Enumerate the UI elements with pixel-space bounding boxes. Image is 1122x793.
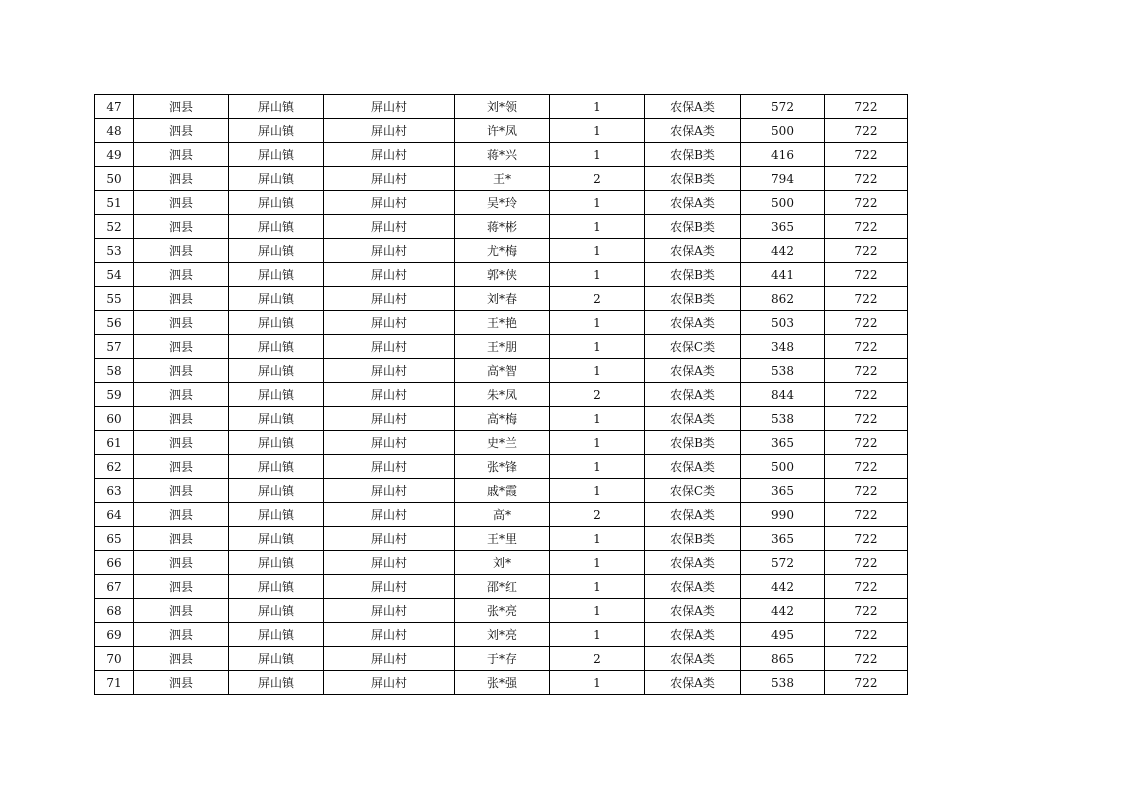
table-row [95, 359, 908, 383]
cell-village: 屏山村 [324, 575, 455, 599]
cell-standard: 722 [825, 215, 908, 239]
cell-insurance-category: 农保A类 [645, 455, 741, 479]
cell-household-size: 1 [550, 623, 645, 647]
cell-row-number: 69 [95, 623, 134, 647]
cell-name: 吴*玲 [455, 191, 550, 215]
cell-amount: 572 [741, 95, 825, 119]
cell-village: 屏山村 [324, 95, 455, 119]
cell-amount: 442 [741, 599, 825, 623]
cell-village: 屏山村 [324, 599, 455, 623]
cell-amount: 862 [741, 287, 825, 311]
cell-standard: 722 [825, 455, 908, 479]
cell-row-number: 57 [95, 335, 134, 359]
cell-household-size: 1 [550, 95, 645, 119]
cell-amount: 365 [741, 431, 825, 455]
cell-insurance-category: 农保A类 [645, 623, 741, 647]
cell-county: 泗县 [134, 431, 229, 455]
cell-village: 屏山村 [324, 191, 455, 215]
cell-amount: 500 [741, 191, 825, 215]
cell-name: 郭*侠 [455, 263, 550, 287]
cell-insurance-category: 农保B类 [645, 287, 741, 311]
cell-row-number: 60 [95, 407, 134, 431]
cell-standard: 722 [825, 503, 908, 527]
cell-standard: 722 [825, 167, 908, 191]
cell-town: 屏山镇 [229, 623, 324, 647]
cell-town: 屏山镇 [229, 215, 324, 239]
cell-household-size: 1 [550, 215, 645, 239]
cell-standard: 722 [825, 527, 908, 551]
cell-town: 屏山镇 [229, 479, 324, 503]
cell-village: 屏山村 [324, 455, 455, 479]
cell-town: 屏山镇 [229, 671, 324, 695]
cell-town: 屏山镇 [229, 527, 324, 551]
cell-village: 屏山村 [324, 215, 455, 239]
cell-standard: 722 [825, 575, 908, 599]
cell-household-size: 1 [550, 431, 645, 455]
cell-town: 屏山镇 [229, 359, 324, 383]
cell-row-number: 47 [95, 95, 134, 119]
cell-row-number: 59 [95, 383, 134, 407]
cell-amount: 500 [741, 455, 825, 479]
cell-village: 屏山村 [324, 431, 455, 455]
cell-village: 屏山村 [324, 239, 455, 263]
cell-standard: 722 [825, 335, 908, 359]
data-table [94, 94, 908, 695]
cell-village: 屏山村 [324, 407, 455, 431]
cell-insurance-category: 农保A类 [645, 359, 741, 383]
cell-amount: 500 [741, 119, 825, 143]
cell-household-size: 1 [550, 143, 645, 167]
cell-village: 屏山村 [324, 263, 455, 287]
table-row [95, 551, 908, 575]
cell-county: 泗县 [134, 383, 229, 407]
cell-county: 泗县 [134, 119, 229, 143]
table-row [95, 143, 908, 167]
cell-name: 刘*亮 [455, 623, 550, 647]
cell-name: 张*强 [455, 671, 550, 695]
cell-name: 史*兰 [455, 431, 550, 455]
cell-amount: 538 [741, 359, 825, 383]
cell-amount: 538 [741, 407, 825, 431]
cell-row-number: 53 [95, 239, 134, 263]
cell-insurance-category: 农保A类 [645, 191, 741, 215]
cell-amount: 794 [741, 167, 825, 191]
cell-standard: 722 [825, 95, 908, 119]
cell-standard: 722 [825, 599, 908, 623]
cell-amount: 442 [741, 575, 825, 599]
cell-county: 泗县 [134, 335, 229, 359]
cell-row-number: 51 [95, 191, 134, 215]
cell-household-size: 1 [550, 551, 645, 575]
cell-county: 泗县 [134, 191, 229, 215]
cell-village: 屏山村 [324, 383, 455, 407]
cell-name: 张*亮 [455, 599, 550, 623]
cell-town: 屏山镇 [229, 431, 324, 455]
table-row [95, 263, 908, 287]
cell-village: 屏山村 [324, 119, 455, 143]
cell-row-number: 64 [95, 503, 134, 527]
cell-amount: 572 [741, 551, 825, 575]
cell-standard: 722 [825, 191, 908, 215]
cell-insurance-category: 农保C类 [645, 479, 741, 503]
table-row [95, 311, 908, 335]
cell-amount: 844 [741, 383, 825, 407]
cell-household-size: 2 [550, 167, 645, 191]
cell-town: 屏山镇 [229, 455, 324, 479]
cell-county: 泗县 [134, 407, 229, 431]
cell-household-size: 2 [550, 287, 645, 311]
cell-household-size: 2 [550, 647, 645, 671]
cell-row-number: 54 [95, 263, 134, 287]
table-row [95, 503, 908, 527]
cell-village: 屏山村 [324, 335, 455, 359]
cell-household-size: 1 [550, 455, 645, 479]
cell-standard: 722 [825, 551, 908, 575]
cell-county: 泗县 [134, 215, 229, 239]
cell-amount: 365 [741, 479, 825, 503]
cell-row-number: 61 [95, 431, 134, 455]
cell-row-number: 71 [95, 671, 134, 695]
cell-insurance-category: 农保A类 [645, 647, 741, 671]
cell-name: 王*里 [455, 527, 550, 551]
cell-standard: 722 [825, 383, 908, 407]
cell-household-size: 1 [550, 527, 645, 551]
cell-insurance-category: 农保A类 [645, 239, 741, 263]
cell-insurance-category: 农保A类 [645, 311, 741, 335]
cell-insurance-category: 农保A类 [645, 503, 741, 527]
cell-household-size: 1 [550, 407, 645, 431]
cell-row-number: 52 [95, 215, 134, 239]
cell-amount: 365 [741, 527, 825, 551]
cell-county: 泗县 [134, 575, 229, 599]
cell-row-number: 65 [95, 527, 134, 551]
cell-insurance-category: 农保B类 [645, 431, 741, 455]
cell-name: 蒋*兴 [455, 143, 550, 167]
cell-village: 屏山村 [324, 551, 455, 575]
cell-name: 于*存 [455, 647, 550, 671]
cell-name: 王*朋 [455, 335, 550, 359]
cell-village: 屏山村 [324, 287, 455, 311]
cell-village: 屏山村 [324, 623, 455, 647]
cell-name: 戚*霞 [455, 479, 550, 503]
cell-town: 屏山镇 [229, 191, 324, 215]
cell-row-number: 56 [95, 311, 134, 335]
cell-county: 泗县 [134, 647, 229, 671]
cell-village: 屏山村 [324, 647, 455, 671]
cell-name: 刘* [455, 551, 550, 575]
cell-standard: 722 [825, 647, 908, 671]
cell-standard: 722 [825, 671, 908, 695]
cell-county: 泗县 [134, 551, 229, 575]
cell-amount: 365 [741, 215, 825, 239]
table-row [95, 527, 908, 551]
cell-county: 泗县 [134, 455, 229, 479]
cell-name: 尤*梅 [455, 239, 550, 263]
cell-name: 邵*红 [455, 575, 550, 599]
table-row [95, 119, 908, 143]
cell-household-size: 1 [550, 191, 645, 215]
cell-town: 屏山镇 [229, 647, 324, 671]
table-row [95, 599, 908, 623]
cell-row-number: 70 [95, 647, 134, 671]
cell-town: 屏山镇 [229, 143, 324, 167]
cell-insurance-category: 农保B类 [645, 263, 741, 287]
cell-name: 王* [455, 167, 550, 191]
table-row [95, 623, 908, 647]
cell-amount: 416 [741, 143, 825, 167]
cell-row-number: 68 [95, 599, 134, 623]
table-row [95, 479, 908, 503]
cell-insurance-category: 农保C类 [645, 335, 741, 359]
cell-town: 屏山镇 [229, 599, 324, 623]
cell-standard: 722 [825, 239, 908, 263]
cell-name: 高* [455, 503, 550, 527]
cell-county: 泗县 [134, 239, 229, 263]
cell-row-number: 62 [95, 455, 134, 479]
cell-county: 泗县 [134, 287, 229, 311]
cell-standard: 722 [825, 143, 908, 167]
table-row [95, 647, 908, 671]
cell-amount: 865 [741, 647, 825, 671]
cell-household-size: 1 [550, 335, 645, 359]
cell-row-number: 63 [95, 479, 134, 503]
cell-standard: 722 [825, 623, 908, 647]
cell-village: 屏山村 [324, 503, 455, 527]
table-row [95, 407, 908, 431]
cell-standard: 722 [825, 263, 908, 287]
table-row [95, 383, 908, 407]
cell-town: 屏山镇 [229, 551, 324, 575]
table-row [95, 215, 908, 239]
cell-village: 屏山村 [324, 359, 455, 383]
cell-town: 屏山镇 [229, 335, 324, 359]
cell-standard: 722 [825, 479, 908, 503]
cell-village: 屏山村 [324, 311, 455, 335]
cell-name: 王*艳 [455, 311, 550, 335]
cell-name: 朱*凤 [455, 383, 550, 407]
cell-county: 泗县 [134, 503, 229, 527]
table-row [95, 455, 908, 479]
cell-insurance-category: 农保A类 [645, 575, 741, 599]
cell-standard: 722 [825, 119, 908, 143]
cell-insurance-category: 农保B类 [645, 143, 741, 167]
table-row [95, 167, 908, 191]
cell-insurance-category: 农保B类 [645, 527, 741, 551]
cell-household-size: 1 [550, 359, 645, 383]
table-row [95, 431, 908, 455]
cell-row-number: 55 [95, 287, 134, 311]
table-row [95, 575, 908, 599]
cell-county: 泗县 [134, 527, 229, 551]
cell-row-number: 67 [95, 575, 134, 599]
cell-county: 泗县 [134, 479, 229, 503]
cell-row-number: 50 [95, 167, 134, 191]
cell-name: 许*凤 [455, 119, 550, 143]
table-row [95, 95, 908, 119]
cell-town: 屏山镇 [229, 119, 324, 143]
cell-name: 蒋*彬 [455, 215, 550, 239]
cell-amount: 442 [741, 239, 825, 263]
cell-row-number: 58 [95, 359, 134, 383]
cell-village: 屏山村 [324, 167, 455, 191]
cell-standard: 722 [825, 431, 908, 455]
cell-town: 屏山镇 [229, 383, 324, 407]
cell-insurance-category: 农保A类 [645, 383, 741, 407]
cell-amount: 348 [741, 335, 825, 359]
cell-household-size: 1 [550, 599, 645, 623]
cell-name: 刘*春 [455, 287, 550, 311]
cell-town: 屏山镇 [229, 287, 324, 311]
cell-insurance-category: 农保A类 [645, 407, 741, 431]
table-row [95, 287, 908, 311]
cell-household-size: 2 [550, 383, 645, 407]
cell-amount: 441 [741, 263, 825, 287]
cell-town: 屏山镇 [229, 263, 324, 287]
cell-household-size: 1 [550, 671, 645, 695]
cell-county: 泗县 [134, 167, 229, 191]
cell-row-number: 48 [95, 119, 134, 143]
cell-insurance-category: 农保A类 [645, 671, 741, 695]
cell-town: 屏山镇 [229, 95, 324, 119]
cell-village: 屏山村 [324, 527, 455, 551]
cell-standard: 722 [825, 359, 908, 383]
cell-county: 泗县 [134, 263, 229, 287]
cell-village: 屏山村 [324, 479, 455, 503]
cell-county: 泗县 [134, 143, 229, 167]
cell-household-size: 1 [550, 263, 645, 287]
cell-row-number: 66 [95, 551, 134, 575]
cell-amount: 495 [741, 623, 825, 647]
cell-county: 泗县 [134, 95, 229, 119]
cell-county: 泗县 [134, 311, 229, 335]
cell-insurance-category: 农保B类 [645, 167, 741, 191]
cell-name: 高*智 [455, 359, 550, 383]
table-row [95, 191, 908, 215]
cell-amount: 503 [741, 311, 825, 335]
table-body [95, 95, 908, 695]
table-row [95, 239, 908, 263]
cell-county: 泗县 [134, 671, 229, 695]
cell-household-size: 1 [550, 311, 645, 335]
cell-standard: 722 [825, 311, 908, 335]
cell-standard: 722 [825, 287, 908, 311]
cell-household-size: 1 [550, 119, 645, 143]
cell-name: 高*梅 [455, 407, 550, 431]
cell-town: 屏山镇 [229, 407, 324, 431]
cell-town: 屏山镇 [229, 167, 324, 191]
cell-amount: 538 [741, 671, 825, 695]
cell-town: 屏山镇 [229, 311, 324, 335]
cell-row-number: 49 [95, 143, 134, 167]
cell-insurance-category: 农保A类 [645, 551, 741, 575]
cell-household-size: 1 [550, 479, 645, 503]
cell-name: 刘*领 [455, 95, 550, 119]
cell-amount: 990 [741, 503, 825, 527]
cell-household-size: 1 [550, 239, 645, 263]
cell-village: 屏山村 [324, 671, 455, 695]
cell-name: 张*锋 [455, 455, 550, 479]
cell-county: 泗县 [134, 623, 229, 647]
table-row [95, 335, 908, 359]
cell-county: 泗县 [134, 359, 229, 383]
cell-county: 泗县 [134, 599, 229, 623]
cell-town: 屏山镇 [229, 503, 324, 527]
cell-insurance-category: 农保A类 [645, 599, 741, 623]
cell-town: 屏山镇 [229, 239, 324, 263]
table-row [95, 671, 908, 695]
cell-insurance-category: 农保A类 [645, 119, 741, 143]
cell-standard: 722 [825, 407, 908, 431]
cell-town: 屏山镇 [229, 575, 324, 599]
cell-insurance-category: 农保A类 [645, 95, 741, 119]
cell-insurance-category: 农保B类 [645, 215, 741, 239]
cell-household-size: 2 [550, 503, 645, 527]
cell-household-size: 1 [550, 575, 645, 599]
cell-village: 屏山村 [324, 143, 455, 167]
